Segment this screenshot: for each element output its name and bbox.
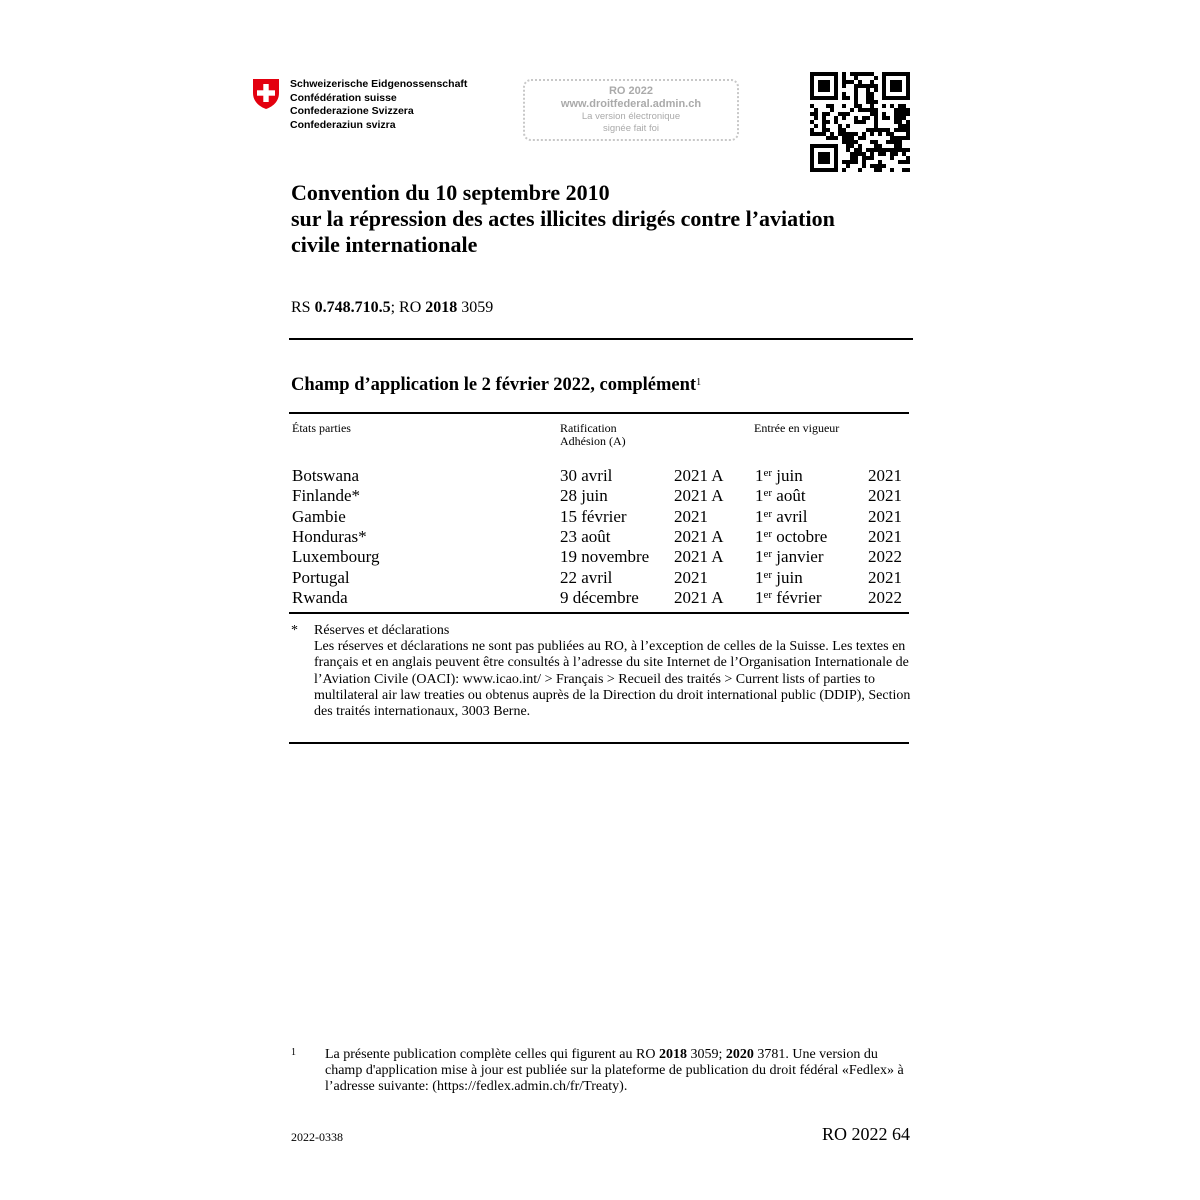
entry-day-suffix: er xyxy=(763,527,773,540)
reservations-note xyxy=(291,623,916,720)
confederation-name-it: Confederazione Svizzera xyxy=(290,105,414,117)
entry-day: 1 xyxy=(755,506,764,526)
cell-entry-year: 2022 xyxy=(868,547,902,567)
cell-state: Portugal xyxy=(292,567,350,587)
cell-entry-year: 2021 xyxy=(868,486,902,506)
cell-ratification-date: 30 avril xyxy=(560,466,613,485)
cell-entry-date xyxy=(755,547,824,567)
cell-ratification-year: 2021 A xyxy=(674,547,724,567)
cell-entry-year: 2021 xyxy=(868,506,902,526)
footnote-number: 1 xyxy=(291,1047,296,1058)
footnote-part-1: La présente publication complète celles qui figurent au RO xyxy=(325,1047,656,1062)
footnote-part-3: 3781. Une version du champ d'application mise à jour est publiée sur la plateforme de publication du droit fédéral «Fedlex» à l’adresse suivante: (https://fedlex.admin.ch/fr/Treaty). xyxy=(325,1047,904,1095)
entry-month: octobre xyxy=(776,526,828,546)
cell-ratification-year: 2021 A xyxy=(674,587,724,607)
reference-line xyxy=(291,299,493,317)
rs-prefix: RS xyxy=(291,299,311,316)
entry-month: février xyxy=(776,587,822,607)
cell-state: Rwanda xyxy=(292,587,348,607)
footnote-year-1: 2018 xyxy=(658,1047,687,1062)
entry-day: 1 xyxy=(755,587,764,607)
confederation-name-fr: Confédération suisse xyxy=(290,91,397,104)
ro-prefix: ; RO xyxy=(390,299,422,316)
entry-day-suffix: er xyxy=(763,467,773,479)
electronic-version-stamp xyxy=(523,79,739,141)
title-line-3: civile internationale xyxy=(291,232,478,257)
confederation-names xyxy=(290,78,467,132)
cell-ratification-date: 22 avril xyxy=(560,567,613,587)
cell-ratification-date: 23 août xyxy=(560,526,611,546)
rs-number: 0.748.710.5 xyxy=(314,299,391,316)
ro-year: 2018 xyxy=(425,299,458,316)
confederation-name-de: Schweizerische Eidgenossenschaft xyxy=(290,78,468,90)
page-reference: RO 2022 64 xyxy=(821,1124,910,1144)
entry-day-suffix: er xyxy=(763,548,773,561)
cell-entry-date xyxy=(755,588,822,608)
stamp-note-2: signée fait foi xyxy=(603,123,659,134)
stamp-note-1: La version électronique xyxy=(581,111,681,122)
cell-entry-date xyxy=(755,507,807,527)
col-header-ratification-1: Ratification xyxy=(560,421,617,435)
section-footnote-mark: 1 xyxy=(696,377,702,388)
cell-entry-date xyxy=(755,568,803,588)
cell-state: Honduras* xyxy=(292,526,367,546)
cell-state: Botswana xyxy=(292,466,360,485)
entry-day-suffix: er xyxy=(763,588,773,601)
col-header-entry: Entrée en vigueur xyxy=(754,421,840,435)
qr-code-icon xyxy=(810,72,910,172)
entry-month: août xyxy=(776,486,806,506)
cell-state: Finlande* xyxy=(292,486,360,506)
cell-ratification-year: 2021 xyxy=(674,567,708,587)
cell-ratification-year: 2021 xyxy=(674,506,708,526)
title-divider xyxy=(289,338,913,340)
entry-day-suffix: er xyxy=(763,507,773,520)
footnote-text xyxy=(325,1047,916,1096)
entry-day-suffix: er xyxy=(763,568,773,581)
col-header-states: États parties xyxy=(292,421,351,435)
entry-month: janvier xyxy=(776,547,824,567)
cell-entry-year: 2022 xyxy=(868,587,902,607)
entry-day: 1 xyxy=(755,466,764,485)
entry-month: juin xyxy=(776,466,803,485)
cell-ratification-date: 28 juin xyxy=(560,486,608,506)
note-marker: * xyxy=(291,623,298,638)
cell-ratification-date: 19 novembre xyxy=(560,547,650,567)
stamp-url: www.droitfederal.admin.ch xyxy=(560,98,702,110)
cell-ratification-year: 2021 A xyxy=(674,486,724,506)
cell-entry-date xyxy=(755,527,827,547)
entry-day-suffix: er xyxy=(763,487,773,500)
stamp-ro: RO 2022 xyxy=(608,85,654,97)
entry-day: 1 xyxy=(755,526,764,546)
cell-entry-date xyxy=(755,466,803,486)
col-header-ratification-2: Adhésion (A) xyxy=(560,434,626,448)
title-line-2: sur la répression des actes illicites dirigés contre l’aviation xyxy=(291,206,835,231)
cell-ratification-date: 9 décembre xyxy=(560,587,639,607)
footnote-part-2: 3059; xyxy=(690,1047,723,1062)
cell-ratification-date: 15 février xyxy=(560,506,627,526)
note-body: Les réserves et déclarations ne sont pas publiées au RO, à l’exception de celles de la Suisse. Les textes en français et en anglais peuvent être consultés à l’adresse du site Internet de l’Organisation Internationale de l’Aviation Civile (OACI): www.icao.int/ > Français > Recueil des traités > Current lists of parties to multilateral air law treaties ou obtenus auprès de la Direction du droit international public (DDIP), Section des traités internationaux, 3003 Berne. xyxy=(314,639,911,720)
cell-entry-date xyxy=(755,486,806,506)
cell-ratification-year: 2021 A xyxy=(674,466,724,485)
note-heading: Réserves et déclarations xyxy=(314,623,450,638)
notes-bottom-rule xyxy=(289,742,909,744)
entry-day: 1 xyxy=(755,547,764,567)
cell-state: Gambie xyxy=(292,506,346,526)
cell-entry-year: 2021 xyxy=(868,466,902,485)
section-heading-text: Champ d’application le 2 février 2022, complément xyxy=(291,375,697,395)
section-heading xyxy=(291,375,701,396)
confederation-name-rm: Confederaziun svizra xyxy=(290,118,396,131)
entry-day: 1 xyxy=(755,486,764,506)
cell-ratification-year: 2021 A xyxy=(674,526,724,546)
entry-month: avril xyxy=(776,506,808,526)
cell-entry-year: 2021 xyxy=(868,567,902,587)
document-number: 2022-0338 xyxy=(291,1130,343,1144)
entry-month: juin xyxy=(776,567,803,587)
entry-day: 1 xyxy=(755,567,764,587)
swiss-crest-icon xyxy=(252,78,280,110)
col-header-ratification xyxy=(560,422,626,448)
title-line-1: Convention du 10 septembre 2010 xyxy=(291,180,610,205)
footnote xyxy=(291,1047,916,1096)
document-title xyxy=(291,180,931,258)
table-top-rule xyxy=(289,412,909,414)
ro-page: 3059 xyxy=(461,299,494,316)
table-bottom-rule xyxy=(289,612,909,614)
cell-state: Luxembourg xyxy=(292,547,380,567)
footnote-year-2: 2020 xyxy=(725,1047,754,1062)
cell-entry-year: 2021 xyxy=(868,526,902,546)
